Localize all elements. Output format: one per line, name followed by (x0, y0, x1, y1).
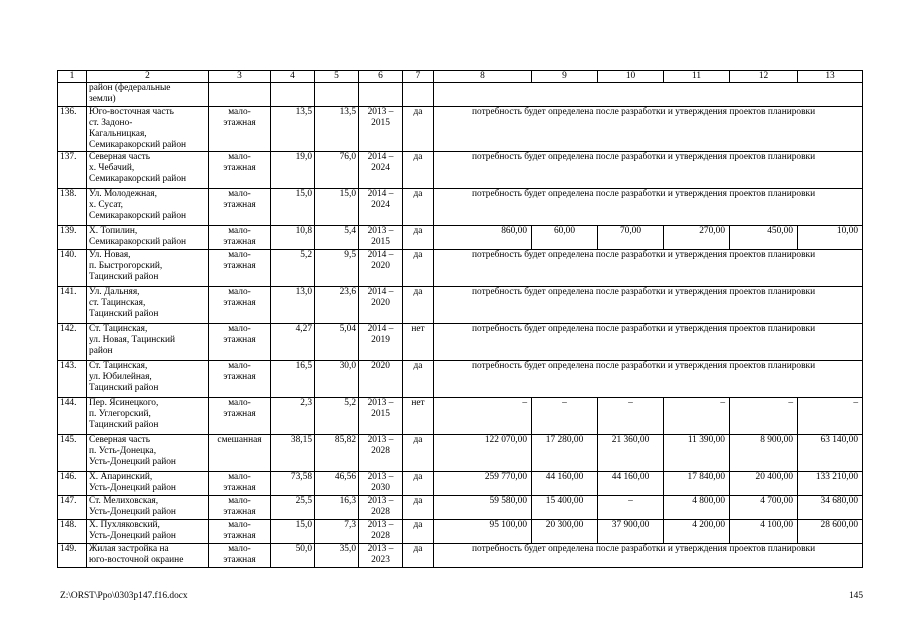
note-cell: потребность будет определена после разработки и утверждения проектов планировки (434, 189, 863, 226)
address-cell (87, 226, 209, 250)
cell-line: мало- (228, 361, 251, 371)
value-cell: 15 400,00 (532, 496, 598, 520)
area-cell: 13,5 (271, 107, 315, 152)
volume-cell: 5,2 (315, 398, 359, 435)
value-cell: 37 900,00 (598, 520, 664, 544)
flag-cell: да (403, 435, 434, 472)
building-type-cell (209, 520, 271, 544)
volume-cell: 85,82 (315, 435, 359, 472)
building-type-cell (209, 435, 271, 472)
cell-line: Усть-Донецкий район (89, 483, 176, 493)
area-cell: 5,2 (271, 250, 315, 287)
address-cell (87, 324, 209, 361)
cell-line: этажная (223, 507, 256, 517)
building-type-cell (209, 250, 271, 287)
cell-line: ст. Тацинская, (89, 298, 146, 308)
cell-line: 2028 (371, 507, 390, 517)
period-cell (359, 107, 403, 152)
value-cell: 122 070,00 (434, 435, 532, 472)
table-row (58, 287, 863, 324)
building-type-cell (209, 83, 271, 107)
volume-cell: 23,6 (315, 287, 359, 324)
cell-line: этажная (223, 261, 256, 271)
address-cell (87, 496, 209, 520)
cell-line: земли) (89, 94, 116, 104)
cell-line: Ул. Новая, (89, 250, 131, 260)
building-type-cell (209, 324, 271, 361)
address-cell (87, 152, 209, 189)
value-cell: 44 160,00 (598, 472, 664, 496)
cell-line: 2019 (371, 335, 390, 345)
address-cell (87, 83, 209, 107)
value-cell: 20 400,00 (730, 472, 798, 496)
volume-cell: 46,56 (315, 472, 359, 496)
cell-line: Х. Пухляковский, (89, 520, 160, 530)
value-cell: 450,00 (730, 226, 798, 250)
cell-line: район (федеральные (89, 83, 171, 93)
value-cell: 95 100,00 (434, 520, 532, 544)
cell-line: Ст. Мелиховская, (89, 496, 159, 506)
col-header: 2 (87, 71, 209, 83)
cell-line: Х. Апаринский, (89, 472, 153, 482)
building-type-cell (209, 361, 271, 398)
period-cell (359, 520, 403, 544)
cell-line: Семикаракорский район (89, 174, 187, 184)
area-cell: 15,0 (271, 189, 315, 226)
note-cell: потребность будет определена после разработки и утверждения проектов планировки (434, 107, 863, 152)
col-header: 3 (209, 71, 271, 83)
cell-line: этажная (223, 298, 256, 308)
value-cell: – (434, 398, 532, 435)
cell-line: Пер. Ясинецкого, (89, 398, 159, 408)
flag-cell: нет (403, 324, 434, 361)
area-cell (271, 83, 315, 107)
area-cell: 50,0 (271, 544, 315, 568)
cell-line: Ст. Тацинская, (89, 324, 148, 334)
flag-cell: да (403, 189, 434, 226)
building-type-cell (209, 496, 271, 520)
cell-line: мало- (228, 472, 251, 482)
table-row (58, 107, 863, 152)
value-cell: 60,00 (532, 226, 598, 250)
period-cell (359, 83, 403, 107)
cell-line: 2013 – (367, 226, 394, 236)
building-type-cell (209, 152, 271, 189)
table-body (58, 83, 863, 568)
row-number-cell: 141. (58, 287, 87, 324)
cell-line: Семикаракорский район (89, 237, 187, 247)
col-header: 13 (798, 71, 863, 83)
table-row (58, 226, 863, 250)
table-row (58, 250, 863, 287)
col-header: 5 (315, 71, 359, 83)
flag-cell: да (403, 250, 434, 287)
cell-line: Юго-восточная часть (89, 107, 174, 117)
cell-line: мало- (228, 544, 251, 554)
address-cell (87, 544, 209, 568)
cell-line: мало- (228, 287, 251, 297)
value-cell: 28 600,00 (798, 520, 863, 544)
area-cell: 25,5 (271, 496, 315, 520)
value-cell: 17 280,00 (532, 435, 598, 472)
col-header: 6 (359, 71, 403, 83)
cell-line: 2028 (371, 446, 390, 456)
cell-line: Северная часть (89, 435, 150, 445)
building-type-cell (209, 107, 271, 152)
address-cell (87, 472, 209, 496)
address-cell (87, 250, 209, 287)
value-cell: – (532, 398, 598, 435)
table-row (58, 520, 863, 544)
address-cell (87, 361, 209, 398)
period-cell (359, 250, 403, 287)
cell-line: 2013 – (367, 107, 394, 117)
building-type-cell (209, 544, 271, 568)
cell-line: этажная (223, 118, 256, 128)
building-type-cell (209, 472, 271, 496)
empty-cell (434, 83, 863, 107)
note-cell: потребность будет определена после разработки и утверждения проектов планировки (434, 250, 863, 287)
value-cell: – (798, 398, 863, 435)
cell-line: Жилая застройка на (89, 544, 169, 554)
row-number-cell: 147. (58, 496, 87, 520)
cell-line: мало- (228, 226, 251, 236)
volume-cell: 13,5 (315, 107, 359, 152)
row-number-cell: 146. (58, 472, 87, 496)
cell-line: 2013 – (367, 435, 394, 445)
cell-line: 2013 – (367, 496, 394, 506)
cell-line: 2023 (371, 555, 390, 565)
value-cell: 8 900,00 (730, 435, 798, 472)
value-cell: 4 800,00 (664, 496, 730, 520)
area-cell: 73,58 (271, 472, 315, 496)
volume-cell: 15,0 (315, 189, 359, 226)
area-cell: 16,5 (271, 361, 315, 398)
cell-line: Тацинский район (89, 272, 159, 282)
cell-line: ул. Новая, Тацинский (89, 335, 176, 345)
cell-line: Семикаракорский район (89, 140, 187, 150)
row-number-cell: 136. (58, 107, 87, 152)
area-cell: 2,3 (271, 398, 315, 435)
col-header: 4 (271, 71, 315, 83)
row-number-cell: 149. (58, 544, 87, 568)
value-cell: 860,00 (434, 226, 532, 250)
row-number-cell: 148. (58, 520, 87, 544)
period-cell (359, 361, 403, 398)
cell-line: 2015 (371, 118, 390, 128)
note-cell: потребность будет определена после разработки и утверждения проектов планировки (434, 324, 863, 361)
cell-line: этажная (223, 409, 256, 419)
area-cell: 4,27 (271, 324, 315, 361)
cell-line: мало- (228, 496, 251, 506)
cell-line: мало- (228, 107, 251, 117)
value-cell: 44 160,00 (532, 472, 598, 496)
row-number-cell: 138. (58, 189, 87, 226)
table-row (58, 398, 863, 435)
cell-line: Семикаракорский район (89, 211, 187, 221)
cell-line: 2013 – (367, 520, 394, 530)
row-number-cell: 145. (58, 435, 87, 472)
period-cell (359, 472, 403, 496)
cell-line: Усть-Донецкий район (89, 457, 176, 467)
col-header: 10 (598, 71, 664, 83)
cell-line: Тацинский район (89, 309, 159, 319)
area-cell: 38,15 (271, 435, 315, 472)
cell-line: Х. Топилин, (89, 226, 138, 236)
value-cell: 34 680,00 (798, 496, 863, 520)
volume-cell: 9,5 (315, 250, 359, 287)
table-row (58, 435, 863, 472)
cell-line: 2020 (371, 298, 390, 308)
table-row (58, 152, 863, 189)
row-number-cell: 140. (58, 250, 87, 287)
col-header: 8 (434, 71, 532, 83)
table-row (58, 544, 863, 568)
volume-cell: 5,04 (315, 324, 359, 361)
flag-cell: да (403, 226, 434, 250)
cell-line: этажная (223, 163, 256, 173)
flag-cell: да (403, 287, 434, 324)
cell-line: мало- (228, 189, 251, 199)
cell-line: ул. Юбилейная, (89, 372, 152, 382)
address-cell (87, 287, 209, 324)
cell-line: 2030 (371, 483, 390, 493)
cell-line: ст. Задоно- (89, 118, 133, 128)
row-number-cell: 139. (58, 226, 87, 250)
cell-line: п. Углегорский, (89, 409, 151, 419)
row-number-cell: 143. (58, 361, 87, 398)
value-cell: 63 140,00 (798, 435, 863, 472)
cell-line: 2024 (371, 163, 390, 173)
cell-line: Усть-Донецкий район (89, 507, 176, 517)
cell-line: мало- (228, 324, 251, 334)
value-cell: – (730, 398, 798, 435)
value-cell: 20 300,00 (532, 520, 598, 544)
volume-cell: 5,4 (315, 226, 359, 250)
period-cell (359, 496, 403, 520)
period-cell (359, 324, 403, 361)
cell-line: Тацинский район (89, 420, 159, 430)
cell-line: Усть-Донецкий район (89, 531, 176, 541)
table-row (58, 361, 863, 398)
cell-line: п. Усть-Донецка, (89, 446, 157, 456)
note-cell: потребность будет определена после разработки и утверждения проектов планировки (434, 287, 863, 324)
volume-cell: 76,0 (315, 152, 359, 189)
flag-cell: да (403, 544, 434, 568)
volume-cell: 7,3 (315, 520, 359, 544)
table-row (58, 472, 863, 496)
cell-line: Тацинский район (89, 383, 159, 393)
cell-line: этажная (223, 200, 256, 210)
data-table (57, 70, 863, 568)
col-header: 12 (730, 71, 798, 83)
row-number-cell: 142. (58, 324, 87, 361)
building-type-cell (209, 287, 271, 324)
cell-line: 2015 (371, 409, 390, 419)
cell-line: 2014 – (367, 189, 394, 199)
flag-cell: да (403, 496, 434, 520)
cell-line: 2014 – (367, 250, 394, 260)
address-cell (87, 520, 209, 544)
cell-line: Ст. Тацинская, (89, 361, 148, 371)
period-cell (359, 544, 403, 568)
address-cell (87, 107, 209, 152)
value-cell: 4 100,00 (730, 520, 798, 544)
row-number-cell: 137. (58, 152, 87, 189)
flag-cell: нет (403, 398, 434, 435)
row-number-cell (58, 83, 87, 107)
address-cell (87, 189, 209, 226)
flag-cell: да (403, 107, 434, 152)
area-cell: 10,8 (271, 226, 315, 250)
flag-cell: да (403, 361, 434, 398)
cell-line: этажная (223, 237, 256, 247)
cell-line: 2014 – (367, 152, 394, 162)
area-cell: 13,0 (271, 287, 315, 324)
building-type-cell (209, 189, 271, 226)
row-number-cell: 144. (58, 398, 87, 435)
cell-line: 2020 (371, 361, 390, 371)
cell-line: Ул. Молодежная, (89, 189, 157, 199)
value-cell: 259 770,00 (434, 472, 532, 496)
value-cell: 270,00 (664, 226, 730, 250)
cell-line: п. Быстрогорский, (89, 261, 163, 271)
value-cell: 17 840,00 (664, 472, 730, 496)
volume-cell: 16,3 (315, 496, 359, 520)
cell-line: 2014 – (367, 324, 394, 334)
cell-line: 2028 (371, 531, 390, 541)
col-header: 1 (58, 71, 87, 83)
value-cell: 133 210,00 (798, 472, 863, 496)
page-number: 145 (848, 591, 863, 601)
period-cell (359, 287, 403, 324)
period-cell (359, 189, 403, 226)
volume-cell: 30,0 (315, 361, 359, 398)
cell-line: мало- (228, 520, 251, 530)
value-cell: 10,00 (798, 226, 863, 250)
cell-line: этажная (223, 372, 256, 382)
cell-line: смешанная (217, 435, 262, 445)
value-cell: 4 700,00 (730, 496, 798, 520)
area-cell: 15,0 (271, 520, 315, 544)
cell-line: этажная (223, 555, 256, 565)
period-cell (359, 152, 403, 189)
cell-line: 2024 (371, 200, 390, 210)
cell-line: 2013 – (367, 544, 394, 554)
note-cell: потребность будет определена после разработки и утверждения проектов планировки (434, 361, 863, 398)
area-cell: 19,0 (271, 152, 315, 189)
building-type-cell (209, 226, 271, 250)
table-row (58, 189, 863, 226)
address-cell (87, 398, 209, 435)
volume-cell: 35,0 (315, 544, 359, 568)
flag-cell: да (403, 472, 434, 496)
col-header: 7 (403, 71, 434, 83)
value-cell: 4 200,00 (664, 520, 730, 544)
file-path: Z:\ORST\Ppo\0303p147.f16.docx (60, 591, 188, 601)
value-cell: 70,00 (598, 226, 664, 250)
period-cell (359, 398, 403, 435)
cell-line: 2013 – (367, 472, 394, 482)
cell-line: мало- (228, 250, 251, 260)
cell-line: мало- (228, 398, 251, 408)
note-cell: потребность будет определена после разработки и утверждения проектов планировки (434, 152, 863, 189)
volume-cell (315, 83, 359, 107)
header-row (58, 71, 863, 83)
cell-line: 2015 (371, 237, 390, 247)
flag-cell: да (403, 152, 434, 189)
cell-line: 2014 – (367, 287, 394, 297)
table-row (58, 83, 863, 107)
cell-line: 2013 – (367, 398, 394, 408)
table-row (58, 324, 863, 361)
col-header: 11 (664, 71, 730, 83)
note-cell: потребность будет определена после разработки и утверждения проектов планировки (434, 544, 863, 568)
flag-cell: да (403, 520, 434, 544)
period-cell (359, 226, 403, 250)
cell-line: мало- (228, 152, 251, 162)
value-cell: 59 580,00 (434, 496, 532, 520)
cell-line: Ул. Дальняя, (89, 287, 140, 297)
flag-cell (403, 83, 434, 107)
cell-line: х. Чебачий, (89, 163, 135, 173)
cell-line: район (89, 346, 113, 356)
table-row (58, 496, 863, 520)
value-cell: – (598, 398, 664, 435)
value-cell: 21 360,00 (598, 435, 664, 472)
period-cell (359, 435, 403, 472)
cell-line: Северная часть (89, 152, 150, 162)
cell-line: Кагальницкая, (89, 129, 147, 139)
value-cell: – (598, 496, 664, 520)
cell-line: юго-восточной окраине (89, 555, 184, 565)
cell-line: 2020 (371, 261, 390, 271)
building-type-cell (209, 398, 271, 435)
value-cell: – (664, 398, 730, 435)
value-cell: 11 390,00 (664, 435, 730, 472)
col-header: 9 (532, 71, 598, 83)
cell-line: этажная (223, 483, 256, 493)
cell-line: этажная (223, 335, 256, 345)
address-cell (87, 435, 209, 472)
cell-line: х. Сусат, (89, 200, 124, 210)
cell-line: этажная (223, 531, 256, 541)
